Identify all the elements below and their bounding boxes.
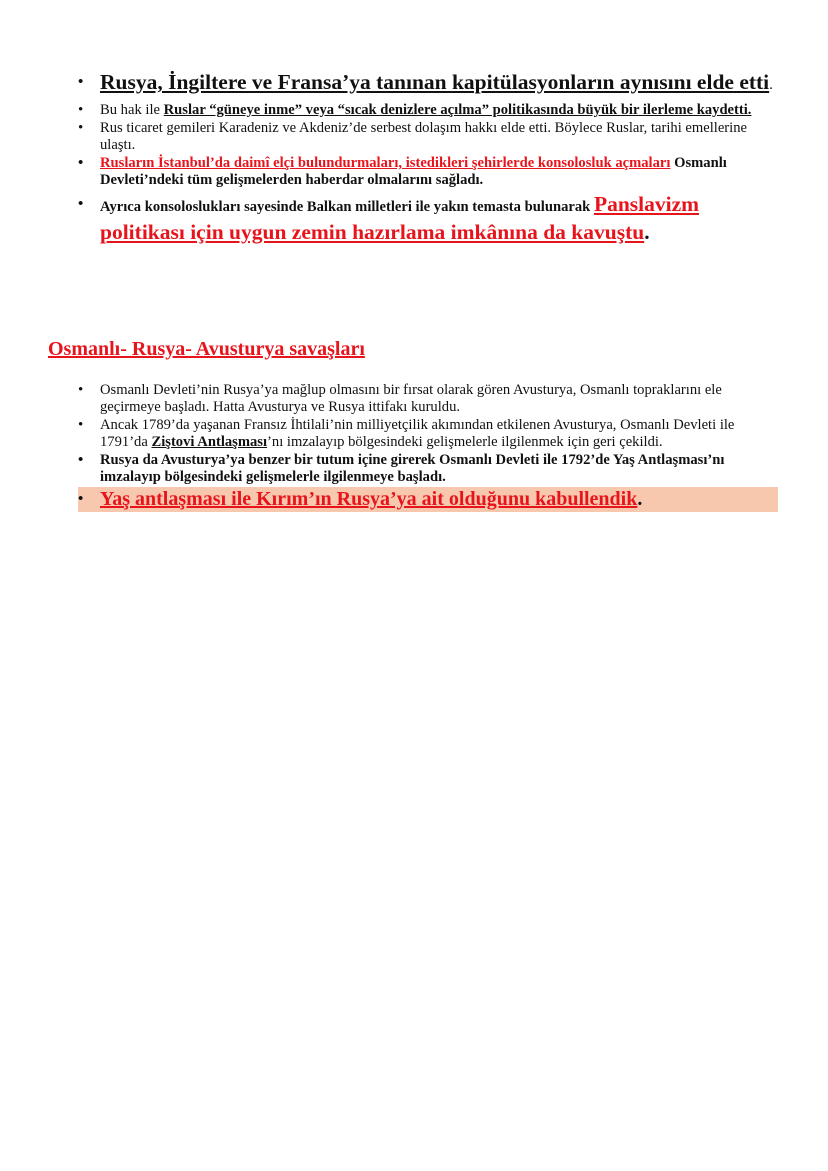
bullet-icon: • — [78, 452, 84, 468]
item-red-text: Panslavizm politikası için uygun zemin hazırlama imkânına da kavuştu — [100, 192, 700, 244]
bullet-list-2 — [78, 382, 778, 512]
list-item — [78, 155, 778, 189]
item-tail: . — [644, 220, 650, 244]
highlighted-list-item — [78, 487, 778, 512]
item-red-text: Yaş antlaşması ile Kırım’ın Rusya’ya ait olduğunu kabullendik — [100, 488, 638, 510]
item-text: Rusya, İngiltere ve Fransa’ya tanınan kapitülasyonların aynısını elde etti — [100, 70, 770, 94]
item-tail: . — [769, 77, 773, 93]
item-rest: Osmanlı Devleti’ndeki tüm gelişmelerden haberdar olmalarını sağladı. — [100, 155, 727, 188]
bullet-icon: • — [78, 417, 84, 433]
item-emphasis: Ruslar “güneye inme” veya “sıcak denizlere açılma” politikasında büyük bir ilerleme kaydetti. — [163, 102, 752, 118]
bullet-list-1 — [78, 70, 778, 248]
item-tail: . — [637, 488, 643, 510]
item-lead: Ancak 1789’da yaşanan Fransız İhtilali’nin milliyetçilik akımından etkilenen Avusturya, Osmanlı Devleti ile 1791’da — [100, 417, 735, 450]
item-emphasis: Ziştovi Antlaşması — [151, 434, 268, 450]
item-red-text: Rusların İstanbul’da daimî elçi bulundurmaları, istedikleri şehirlerde konsolosluk açmaları — [100, 155, 671, 171]
list-item — [78, 120, 778, 154]
bullet-icon: • — [78, 120, 84, 136]
list-item — [78, 192, 778, 248]
item-rest: ’nı imzalayıp bölgesindeki gelişmelerle ilgilenmek için geri çekildi. — [267, 434, 663, 450]
item-lead: Ayrıca konsoloslukları sayesinde Balkan milletleri ile yakın temasta bulunarak — [100, 199, 594, 215]
section-heading: Osmanlı- Rusya- Avusturya savaşları — [48, 338, 365, 360]
bullet-icon: • — [78, 102, 84, 118]
bullet-icon: • — [78, 155, 84, 171]
list-item — [78, 70, 778, 98]
item-text: Rus ticaret gemileri Karadeniz ve Akdeniz’de serbest dolaşım hakkı elde etti. Böylece Ruslar, tarihi emellerine ulaştı. — [100, 120, 747, 153]
item-text: Rusya da Avusturya’ya benzer bir tutum içine girerek Osmanlı Devleti ile 1792’de Yaş Antlaşması’nı imzalayıp bölgesindeki gelişmelerle ilgilenmeye başladı. — [100, 452, 725, 485]
item-text: Osmanlı Devleti’nin Rusya’ya mağlup olmasını bir fırsat olarak gören Avusturya, Osmanlı topraklarını ele geçirmeye başladı. Hatta Avusturya ve Rusya ittifakı kuruldu. — [100, 382, 722, 415]
list-item — [78, 382, 778, 416]
bullet-icon: • — [78, 491, 84, 507]
bullet-icon: • — [78, 74, 84, 90]
bullet-icon: • — [78, 382, 84, 398]
item-lead: Bu hak ile — [100, 102, 164, 118]
list-item — [78, 102, 778, 119]
list-item — [78, 417, 778, 451]
list-item — [78, 452, 778, 486]
bullet-icon: • — [78, 196, 84, 212]
